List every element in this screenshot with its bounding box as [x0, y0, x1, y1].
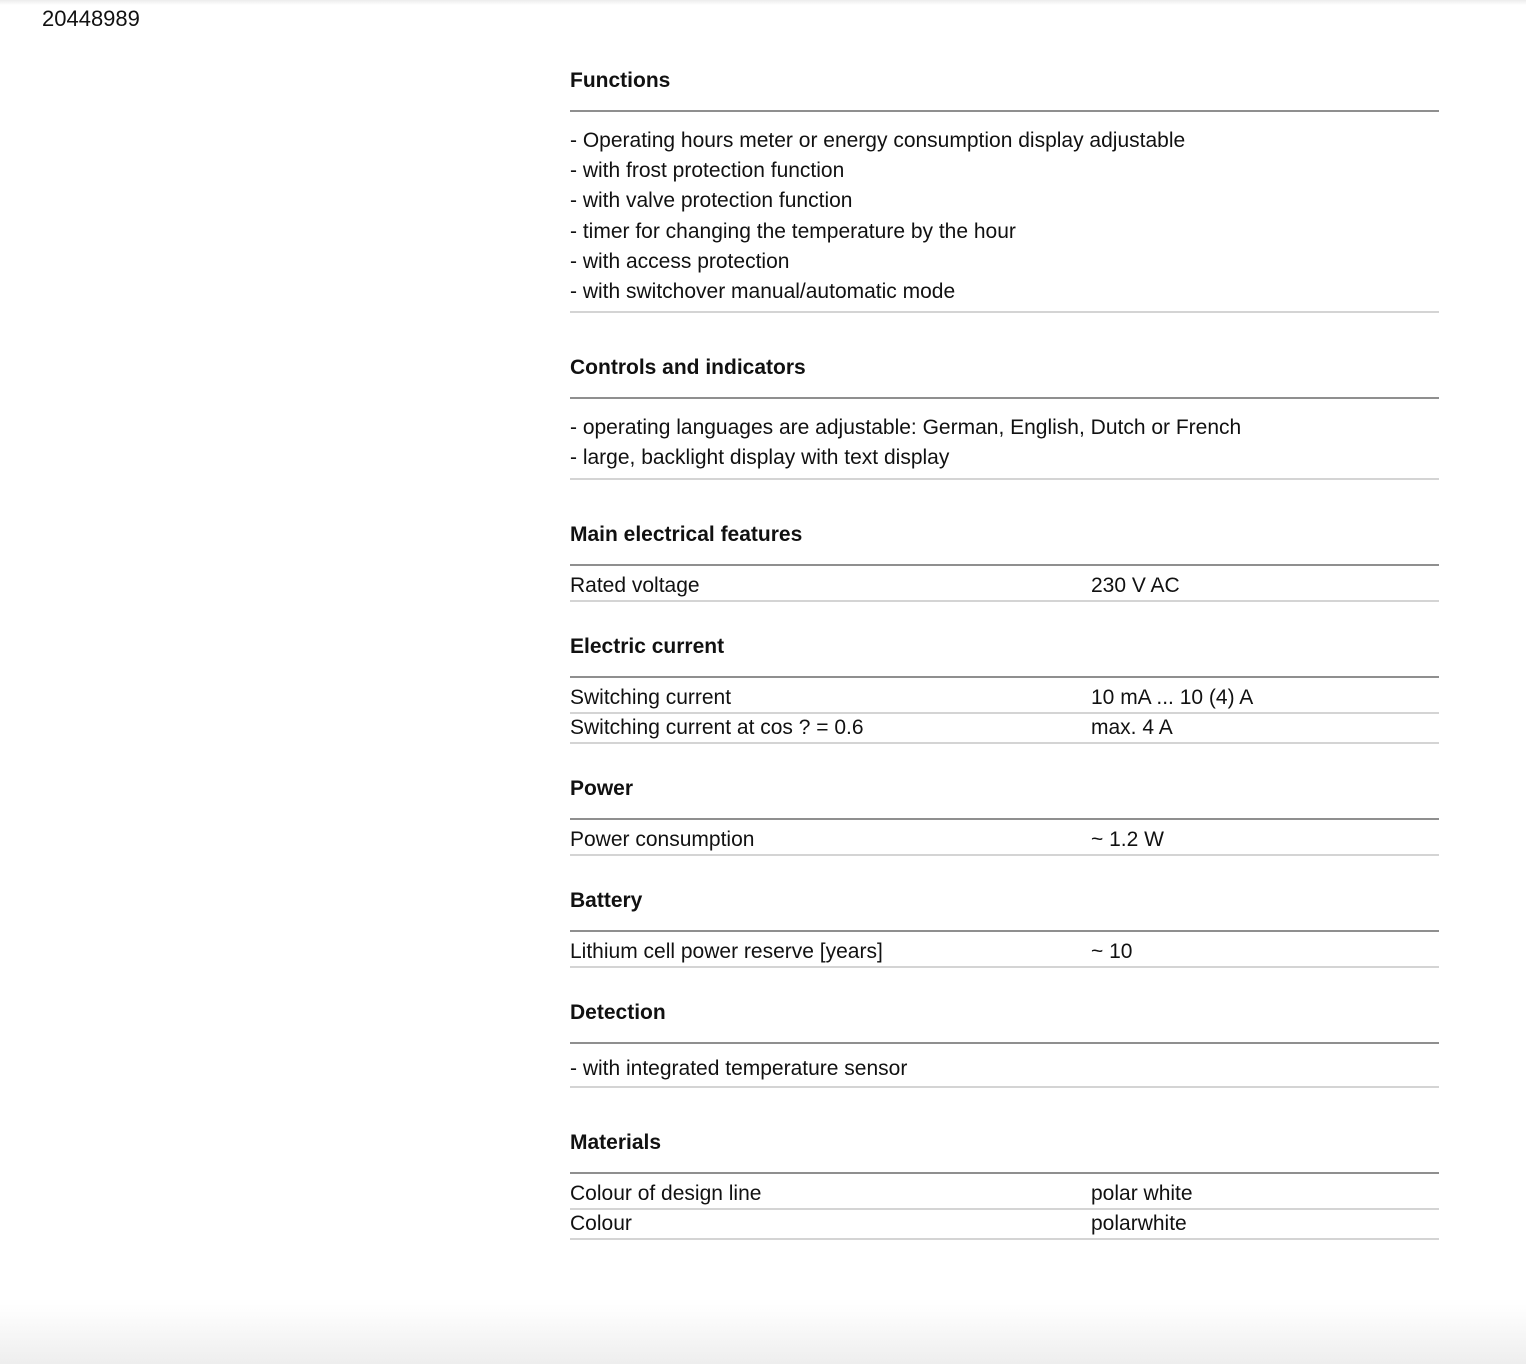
- bottom-shadow: [0, 1304, 1526, 1364]
- section-title: Electric current: [570, 628, 1439, 678]
- list-item: - Operating hours meter or energy consumption display adjustable: [570, 129, 1186, 152]
- table-row: [570, 1180, 1439, 1210]
- section-spacer: [570, 480, 1439, 516]
- spec-table: [570, 932, 1439, 968]
- spec-table: [570, 566, 1439, 602]
- list-item: - large, backlight display with text display: [570, 446, 950, 470]
- section-electric-current: [570, 628, 1439, 744]
- spec-value: polarwhite: [1091, 1211, 1187, 1235]
- section-battery: [570, 882, 1439, 968]
- section-title: Battery: [570, 882, 1439, 932]
- section-power: [570, 770, 1439, 856]
- spec-value: 230 V AC: [1091, 573, 1180, 597]
- section-title: Detection: [570, 994, 1439, 1044]
- spec-label: Power consumption: [570, 827, 755, 851]
- table-row: [570, 826, 1439, 856]
- list-item: - operating languages are adjustable: German, English, Dutch or French: [570, 416, 1242, 440]
- section-spacer: [570, 313, 1439, 349]
- section-title: Functions: [570, 62, 1439, 112]
- list-item: - timer for changing the temperature by the hour: [570, 219, 1016, 243]
- section-spacer: [570, 856, 1439, 882]
- bullet-list: [570, 1044, 1439, 1088]
- section-spacer: [570, 602, 1439, 628]
- spec-value: ~ 1.2 W: [1091, 827, 1164, 851]
- section-detection: [570, 994, 1439, 1088]
- section-main-electrical-features: [570, 516, 1439, 602]
- spec-label: Lithium cell power reserve [years]: [570, 939, 883, 963]
- spec-value: ~ 10: [1091, 939, 1133, 963]
- section-spacer: [570, 1088, 1439, 1124]
- spec-value: polar white: [1091, 1181, 1193, 1205]
- spec-table: [570, 1174, 1439, 1240]
- section-title: Materials: [570, 1124, 1439, 1174]
- spec-table: [570, 678, 1439, 744]
- spec-label: Rated voltage: [570, 573, 700, 597]
- spec-label: Switching current at cos ? = 0.6: [570, 715, 864, 739]
- spec-value: 10 mA ... 10 (4) A: [1091, 685, 1254, 709]
- spec-label: Colour: [570, 1211, 632, 1235]
- table-row: [570, 938, 1439, 968]
- list-item: - with integrated temperature sensor: [570, 1056, 908, 1080]
- spec-label: Switching current: [570, 685, 732, 709]
- table-row: [570, 684, 1439, 714]
- section-functions: [570, 62, 1439, 313]
- bullet-list: [570, 399, 1439, 479]
- document-number: 20448989: [42, 6, 140, 31]
- list-item: - with frost protection function: [570, 159, 845, 183]
- section-controls-indicators: [570, 349, 1439, 479]
- spec-value: max. 4 A: [1091, 715, 1173, 739]
- spec-label: Colour of design line: [570, 1181, 762, 1205]
- top-shadow: [0, 0, 1526, 5]
- spec-content: [570, 62, 1439, 1240]
- section-spacer: [570, 968, 1439, 994]
- list-item: - with access protection: [570, 249, 790, 273]
- list-item: - with valve protection function: [570, 189, 853, 213]
- section-title: Controls and indicators: [570, 349, 1439, 399]
- table-row: [570, 572, 1439, 602]
- bullet-list: [570, 112, 1439, 313]
- list-item: - with switchover manual/automatic mode: [570, 280, 956, 304]
- spec-table: [570, 820, 1439, 856]
- section-title: Main electrical features: [570, 516, 1439, 566]
- table-row: [570, 1210, 1439, 1240]
- table-row: [570, 714, 1439, 744]
- section-title: Power: [570, 770, 1439, 820]
- section-spacer: [570, 744, 1439, 770]
- section-materials: [570, 1124, 1439, 1240]
